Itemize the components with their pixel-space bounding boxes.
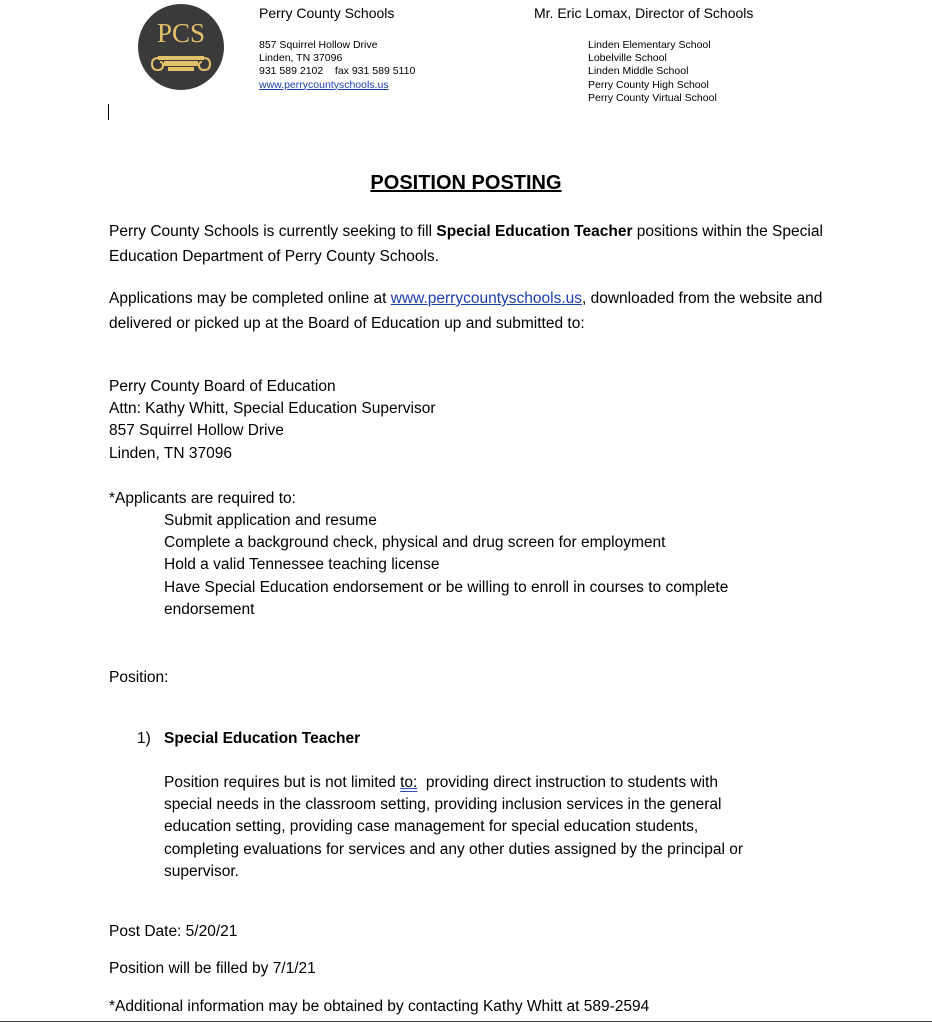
description-text: Position requires but is not limited [164,774,401,791]
director-name: Mr. Eric Lomax, Director of Schools [534,5,754,21]
address-line: Linden, TN 37096 [109,444,232,462]
requirement-item: Submit application and resume [164,512,377,529]
org-phone: 931 589 2102 [259,65,324,78]
posting-title: POSITION POSTING [370,172,562,194]
org-contact-block [259,39,415,92]
org-fax: fax 931 589 5110 [334,65,416,78]
org-name: Perry County Schools [259,5,395,21]
school-item: Perry County Virtual School [588,91,717,104]
logo-text: PCS [156,18,206,48]
description-line: completing evaluations for services and any other duties assigned by the principal or [164,840,743,858]
board-address-block [109,376,436,465]
intro-position-name: Special Education Teacher [436,223,633,240]
apply-paragraph [109,286,829,336]
position-title: Special Education Teacher [164,730,361,747]
intro-paragraph [109,219,829,269]
address-line: Perry County Board of Education [109,378,336,395]
page-bottom-edge [0,1021,932,1022]
capital-band [164,61,198,66]
position-number: 1) [137,730,151,747]
header-website-link[interactable]: www.perrycountyschools.us [259,78,389,91]
apply-text-rest: , downloaded from the website and delivered or picked up at the Board of Education up and submitted to: [109,290,823,332]
capital-bar [158,56,204,60]
description-line: education setting, providing case management for special education students, [164,818,699,836]
address-line: Attn: Kathy Whitt, Special Education Supervisor [109,400,436,418]
intro-text: Perry County Schools is currently seeking to fill [109,223,437,240]
org-address-line2: Linden, TN 37096 [259,52,343,65]
contact-info: *Additional information may be obtained by contacting Kathy Whitt at 589-2594 [109,998,650,1015]
requirement-item: endorsement [164,600,255,618]
requirement-item: Complete a background check, physical and drug screen for employment [164,534,666,552]
intro-text-rest: positions within the Special Education Department of Perry County Schools. [109,223,823,265]
school-item: Linden Middle School [588,65,689,78]
requirements-list [164,510,728,621]
position-description [164,772,743,883]
filled-by-date: Position will be filled by 7/1/21 [109,960,316,977]
requirement-item: Have Special Education endorsement or be willing to enroll in courses to complete [164,578,729,596]
address-line: 857 Squirrel Hollow Drive [109,422,284,440]
school-item: Lobelville School [588,52,667,65]
requirements-heading: *Applicants are required to: [109,490,296,507]
apply-website-link[interactable]: www.perrycountyschools.us [390,290,582,307]
capital-base [168,67,194,71]
school-item: Perry County High School [588,78,709,91]
org-phone-fax [259,65,415,78]
requirement-item: Hold a valid Tennessee teaching license [164,556,440,574]
description-line: special needs in the classroom setting, providing inclusion services in the general [164,796,722,814]
text-cursor [108,104,109,120]
description-line: supervisor. [164,862,239,880]
apply-text: Applications may be completed online at [109,290,391,307]
org-address-line1: 857 Squirrel Hollow Drive [259,39,378,51]
spellcheck-word: to: [400,774,418,791]
school-item: Linden Elementary School [588,39,711,51]
position-label: Position: [109,669,169,686]
schools-list [588,39,717,105]
post-date: Post Date: 5/20/21 [109,923,238,940]
pcs-logo [138,4,224,90]
description-text: providing direct instruction to students with [417,774,718,791]
